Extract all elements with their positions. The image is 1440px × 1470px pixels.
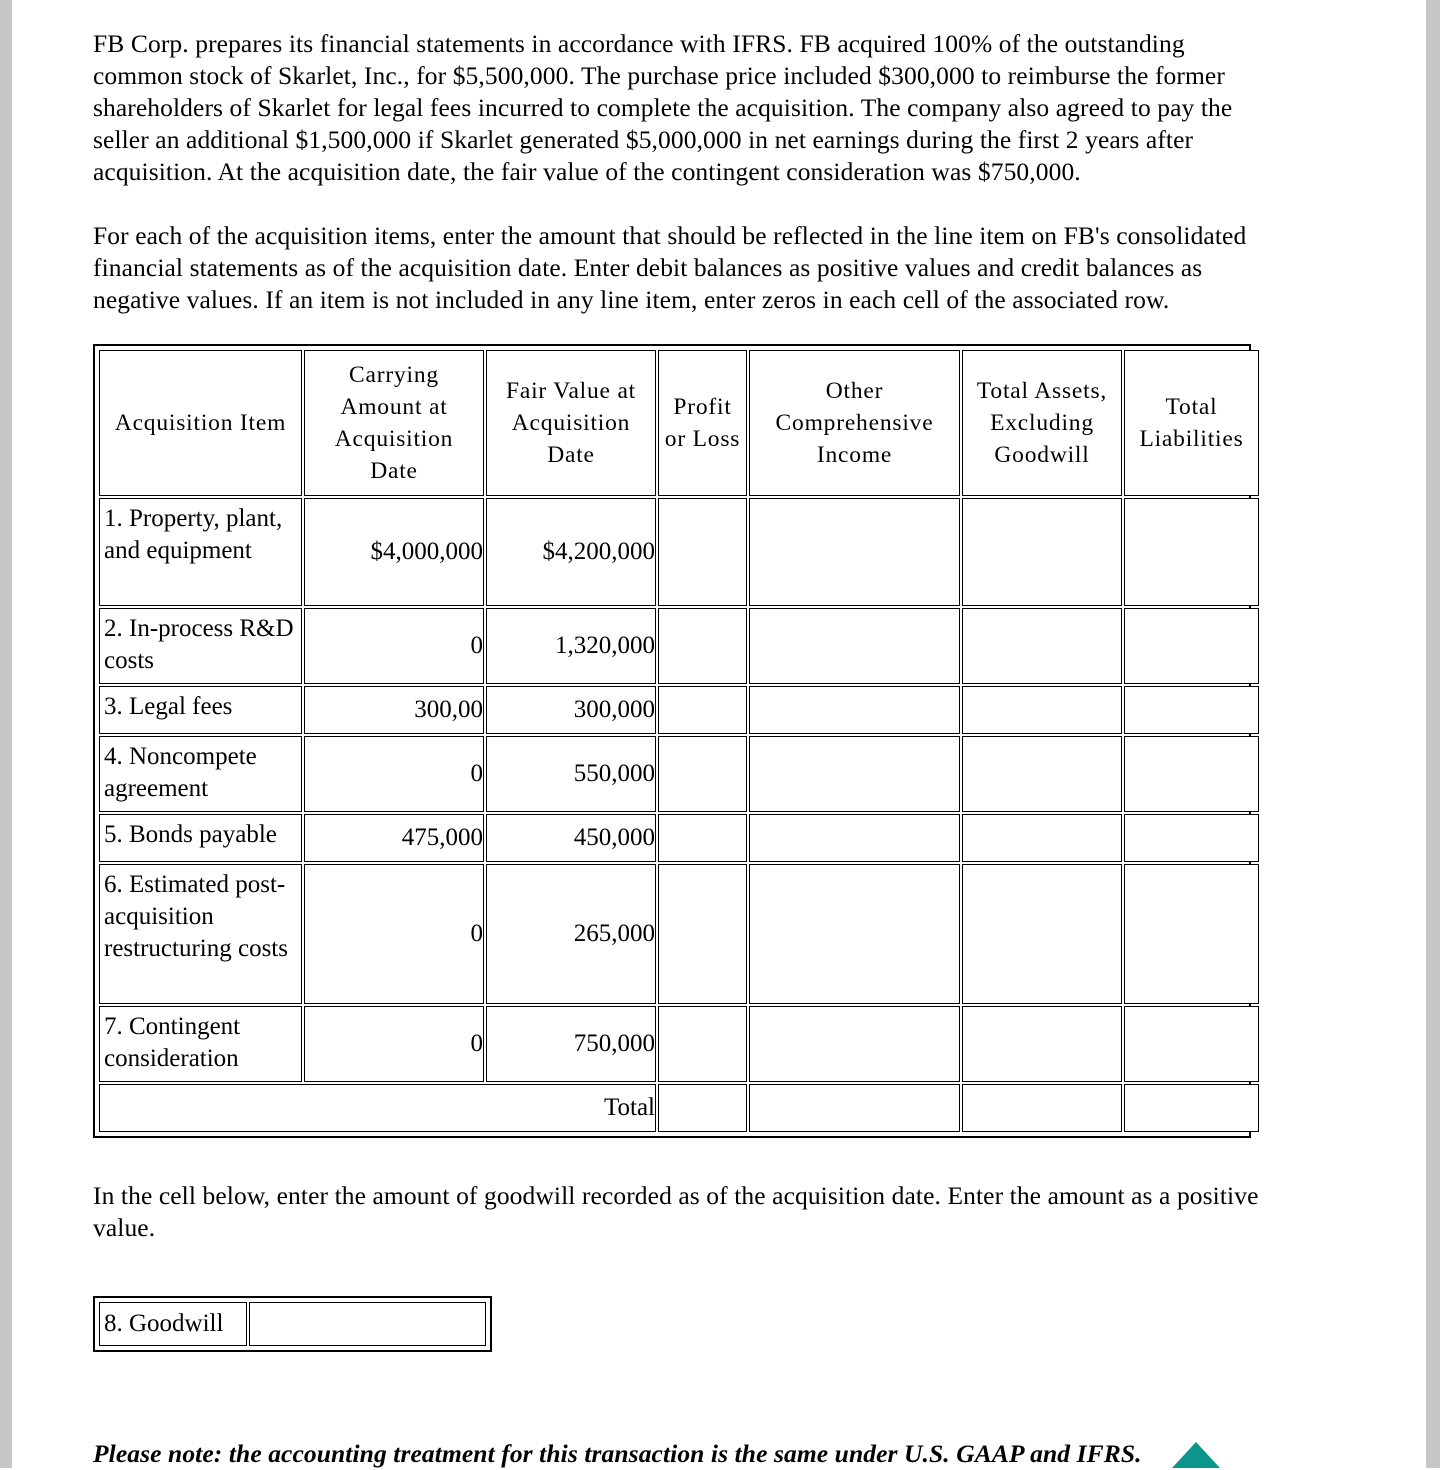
table-row bbox=[99, 1006, 1259, 1082]
table-row bbox=[99, 608, 1259, 684]
input-cell-total-total-liabilities[interactable] bbox=[1124, 1084, 1259, 1132]
input-cell-total-liabilities-row-7[interactable] bbox=[1124, 1006, 1259, 1082]
input-cell-oci-row-2[interactable] bbox=[749, 608, 960, 684]
scroll-up-arrow-icon[interactable] bbox=[1172, 1442, 1220, 1468]
input-cell-total-liabilities-row-5[interactable] bbox=[1124, 814, 1259, 862]
right-page-gutter bbox=[1426, 0, 1440, 1468]
cell-fair-value-row-7: 750,000 bbox=[486, 1006, 656, 1082]
total-row-label: Total bbox=[99, 1084, 656, 1132]
input-cell-total-total-assets[interactable] bbox=[962, 1084, 1122, 1132]
input-cell-profit-or-loss-row-7[interactable] bbox=[658, 1006, 747, 1082]
goodwill-table-container bbox=[93, 1296, 492, 1352]
column-header-other-comprehensive-income: Other Comprehensive Income bbox=[749, 350, 960, 496]
cell-fair-value-row-5: 450,000 bbox=[486, 814, 656, 862]
input-cell-total-assets-row-1[interactable] bbox=[962, 498, 1122, 606]
input-cell-total-liabilities-row-2[interactable] bbox=[1124, 608, 1259, 684]
input-cell-oci-row-3[interactable] bbox=[749, 686, 960, 734]
input-cell-profit-or-loss-row-5[interactable] bbox=[658, 814, 747, 862]
cell-carrying-amount-row-3: 300,00 bbox=[304, 686, 484, 734]
cell-carrying-amount-row-7: 0 bbox=[304, 1006, 484, 1082]
document-page bbox=[12, 0, 1426, 1468]
instructions-paragraph: For each of the acquisition items, enter the amount that should be reflected in the line item on FB's consolidated financial statements as of the acquisition date. Enter debit balances as positive values and credit balances as negative values. If an item is not included in any line item, enter zeros in each cell of the associated row. bbox=[93, 221, 1247, 314]
input-cell-total-assets-row-3[interactable] bbox=[962, 686, 1122, 734]
acquisition-table bbox=[97, 348, 1261, 1134]
input-cell-total-liabilities-row-1[interactable] bbox=[1124, 498, 1259, 606]
acquisition-table-container bbox=[93, 344, 1251, 1138]
column-header-total-assets: Total Assets, Excluding Goodwill bbox=[962, 350, 1122, 496]
column-header-fair-value: Fair Value at Acquisition Date bbox=[486, 350, 656, 496]
cell-carrying-amount-row-4: 0 bbox=[304, 736, 484, 812]
input-cell-total-assets-row-2[interactable] bbox=[962, 608, 1122, 684]
left-page-gutter bbox=[0, 0, 12, 1468]
input-cell-oci-row-4[interactable] bbox=[749, 736, 960, 812]
column-header-acquisition-item: Acquisition Item bbox=[99, 350, 302, 496]
cell-fair-value-row-6: 265,000 bbox=[486, 864, 656, 1004]
cell-carrying-amount-row-1: $4,000,000 bbox=[304, 498, 484, 606]
input-cell-total-profit-or-loss[interactable] bbox=[658, 1084, 747, 1132]
intro-paragraph: FB Corp. prepares its financial statements in accordance with IFRS. FB acquired 100% of the outstanding common stock of Skarlet, Inc., for $5,500,000. The purchase price included $300,000 to reimburse the former shareholders of Skarlet for legal fees incurred to complete the acquisition. The company also agreed to pay the seller an additional $1,500,000 if Skarlet generated $5,000,000 in net earnings during the first 2 years after acquisition. At the acquisition date, the fair value of the contingent consideration was $750,000. bbox=[93, 29, 1233, 186]
table-row bbox=[99, 864, 1259, 1004]
table-row bbox=[99, 498, 1259, 606]
input-cell-total-assets-row-4[interactable] bbox=[962, 736, 1122, 812]
cell-carrying-amount-row-6: 0 bbox=[304, 864, 484, 1004]
table-header bbox=[99, 350, 1259, 496]
input-cell-oci-row-5[interactable] bbox=[749, 814, 960, 862]
row-label-property-plant-equipment: 1. Property, plant, and equipment bbox=[99, 498, 302, 606]
table-body bbox=[99, 498, 1259, 1132]
goodwill-table bbox=[97, 1300, 488, 1348]
input-cell-total-liabilities-row-3[interactable] bbox=[1124, 686, 1259, 734]
goodwill-label: 8. Goodwill bbox=[99, 1302, 247, 1346]
cell-fair-value-row-4: 550,000 bbox=[486, 736, 656, 812]
input-cell-total-assets-row-5[interactable] bbox=[962, 814, 1122, 862]
table-row bbox=[99, 736, 1259, 812]
row-label-restructuring-costs: 6. Estimated post-acquisition restructuring costs bbox=[99, 864, 302, 1004]
input-cell-total-assets-row-6[interactable] bbox=[962, 864, 1122, 1004]
row-label-contingent-consideration: 7. Contingent consideration bbox=[99, 1006, 302, 1082]
row-label-in-process-rd-costs: 2. In-process R&D costs bbox=[99, 608, 302, 684]
footer-note: Please note: the accounting treatment for this transaction is the same under U.S. GAAP and IFRS. bbox=[93, 1438, 1142, 1468]
goodwill-row bbox=[99, 1302, 486, 1346]
cell-fair-value-row-1: $4,200,000 bbox=[486, 498, 656, 606]
goodwill-input-cell[interactable] bbox=[249, 1302, 486, 1346]
goodwill-instructions-paragraph: In the cell below, enter the amount of goodwill recorded as of the acquisition date. Enter the amount as a positive value. bbox=[93, 1181, 1259, 1242]
cell-fair-value-row-3: 300,000 bbox=[486, 686, 656, 734]
document-content bbox=[93, 0, 1273, 1357]
input-cell-oci-row-1[interactable] bbox=[749, 498, 960, 606]
row-label-noncompete-agreement: 4. Noncompete agreement bbox=[99, 736, 302, 812]
input-cell-profit-or-loss-row-4[interactable] bbox=[658, 736, 747, 812]
cell-carrying-amount-row-5: 475,000 bbox=[304, 814, 484, 862]
input-cell-total-liabilities-row-6[interactable] bbox=[1124, 864, 1259, 1004]
input-cell-total-assets-row-7[interactable] bbox=[962, 1006, 1122, 1082]
row-label-bonds-payable: 5. Bonds payable bbox=[99, 814, 302, 862]
table-header-row bbox=[99, 350, 1259, 496]
table-total-row bbox=[99, 1084, 1259, 1132]
column-header-total-liabilities: Total Liabilities bbox=[1124, 350, 1259, 496]
input-cell-profit-or-loss-row-3[interactable] bbox=[658, 686, 747, 734]
input-cell-profit-or-loss-row-6[interactable] bbox=[658, 864, 747, 1004]
row-label-legal-fees: 3. Legal fees bbox=[99, 686, 302, 734]
input-cell-oci-row-6[interactable] bbox=[749, 864, 960, 1004]
input-cell-oci-row-7[interactable] bbox=[749, 1006, 960, 1082]
table-row bbox=[99, 814, 1259, 862]
column-header-carrying-amount: Carrying Amount at Acquisition Date bbox=[304, 350, 484, 496]
input-cell-profit-or-loss-row-2[interactable] bbox=[658, 608, 747, 684]
cell-carrying-amount-row-2: 0 bbox=[304, 608, 484, 684]
cell-fair-value-row-2: 1,320,000 bbox=[486, 608, 656, 684]
column-header-profit-or-loss: Profit or Loss bbox=[658, 350, 747, 496]
table-row bbox=[99, 686, 1259, 734]
input-cell-total-oci[interactable] bbox=[749, 1084, 960, 1132]
input-cell-total-liabilities-row-4[interactable] bbox=[1124, 736, 1259, 812]
input-cell-profit-or-loss-row-1[interactable] bbox=[658, 498, 747, 606]
